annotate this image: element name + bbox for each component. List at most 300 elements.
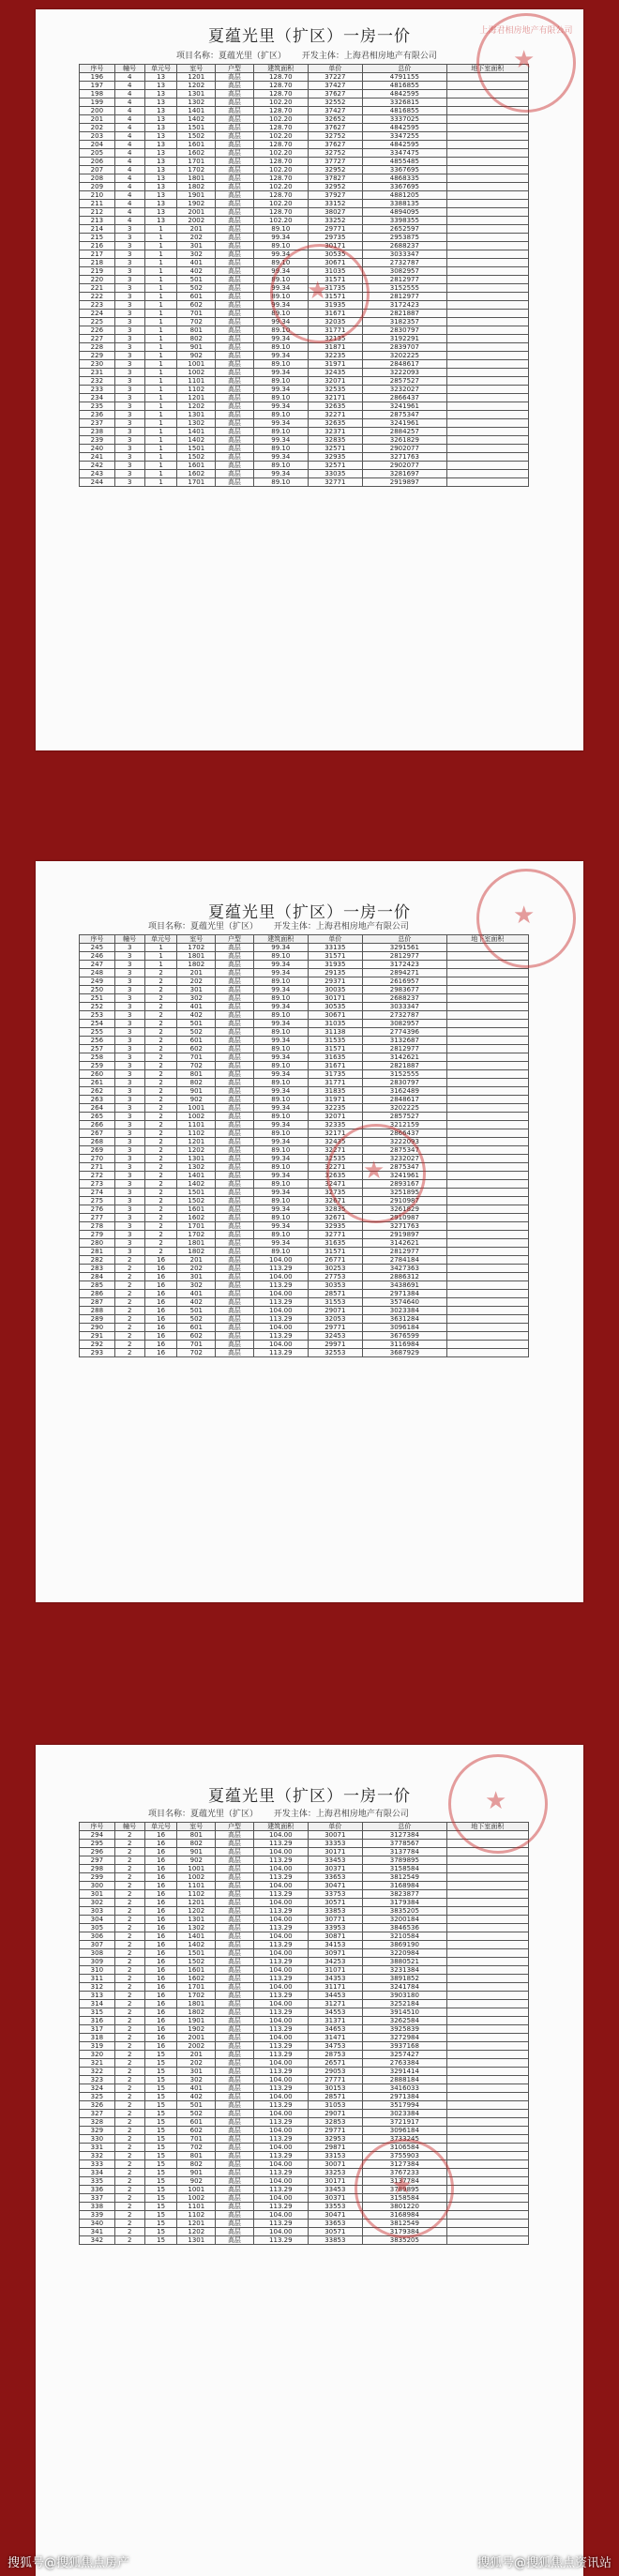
table-cell: 1501 [177,124,216,132]
table-cell: 16 [144,1924,177,1932]
table-cell: 235 [80,402,115,411]
price-sheet-1 [36,9,583,750]
table-cell: 244 [80,478,115,487]
table-row [80,2093,529,2101]
table-row [80,234,529,242]
table-cell: 32635 [308,1172,362,1180]
table-cell: 高层 [216,107,254,115]
table-cell: 高层 [216,2194,254,2203]
table-row [80,1113,529,1121]
footer-left: 搜狐号@搜狐焦点房产 [8,2556,130,2570]
table-cell: 3 [114,352,144,360]
table-cell: 16 [144,1341,177,1349]
table-cell: 2 [144,1028,177,1037]
table-cell: 31571 [308,276,362,284]
table-cell: 31071 [308,1966,362,1975]
table-row [80,1129,529,1138]
table-row [80,1975,529,1983]
table-cell: 4 [114,183,144,191]
table-cell [446,2093,528,2101]
table-row [80,217,529,225]
table-cell [446,225,528,234]
table-cell: 3137784 [362,1848,446,1856]
table-row [80,1983,529,1992]
table-cell: 3 [114,470,144,478]
table-cell: 32635 [308,419,362,428]
table-row [80,2118,529,2127]
table-cell: 319 [80,2042,115,2051]
table-cell: 228 [80,343,115,352]
table-cell: 901 [177,1087,216,1096]
table-cell: 高层 [216,1222,254,1231]
table-cell: 304 [80,1916,115,1924]
table-cell: 32535 [308,386,362,394]
table-cell: 263 [80,1096,115,1104]
table-cell: 99.34 [253,250,308,259]
table-cell: 15 [144,2220,177,2228]
table-cell: 2 [114,1256,144,1265]
table-cell: 3 [114,1011,144,1020]
table-cell: 4 [114,132,144,141]
table-cell [446,1138,528,1146]
table-cell: 3179384 [362,1899,446,1907]
table-row [80,1840,529,1848]
table-cell: 2 [114,1307,144,1315]
table-cell: 3 [114,1155,144,1163]
table-cell: 15 [144,2177,177,2186]
table-cell: 2 [114,1324,144,1332]
table-cell [446,402,528,411]
table-cell: 31471 [308,2034,362,2042]
table-cell: 26571 [308,2059,362,2068]
table-cell: 802 [177,1840,216,1848]
table-cell [446,2034,528,2042]
table-row [80,1332,529,1341]
table-cell: 3574640 [362,1298,446,1307]
table-cell: 301 [177,2068,216,2076]
table-cell [446,2177,528,2186]
table-cell: 2 [114,1924,144,1932]
table-cell: 292 [80,1341,115,1349]
table-cell: 89.10 [253,977,308,986]
table-cell: 2 [144,1189,177,1197]
table-cell [446,2169,528,2177]
table-row [80,2008,529,2017]
table-cell: 32552 [308,98,362,107]
table-cell: 34653 [308,2025,362,2034]
table-cell [446,369,528,377]
table-cell: 高层 [216,90,254,98]
table-cell: 2616957 [362,977,446,986]
table-cell: 99.34 [253,369,308,377]
table-cell: 30471 [308,2211,362,2220]
table-cell: 215 [80,234,115,242]
table-cell: 328 [80,2118,115,2127]
table-cell: 1901 [177,191,216,200]
table-cell: 301 [80,1890,115,1899]
table-cell: 32953 [308,2135,362,2144]
table-cell: 1301 [177,90,216,98]
table-cell: 高层 [216,208,254,217]
table-cell: 3 [114,462,144,470]
table-cell: 602 [177,301,216,310]
table-cell: 342 [80,2236,115,2245]
table-cell: 2002 [177,2042,216,2051]
table-row [80,225,529,234]
table-cell: 1802 [177,183,216,191]
table-cell: 236 [80,411,115,419]
table-cell: 201 [177,1256,216,1265]
table-cell: 3812549 [362,1873,446,1882]
table-cell [446,2228,528,2236]
table-cell: 4842595 [362,141,446,149]
table-cell: 99.34 [253,436,308,445]
table-row [80,2034,529,2042]
table-cell: 4894095 [362,208,446,217]
table-cell: 340 [80,2220,115,2228]
table-cell: 302 [177,994,216,1003]
table-cell: 1101 [177,377,216,386]
table-cell [446,1873,528,1882]
price-table [79,1822,529,2245]
table-cell [446,1341,528,1349]
table-cell: 104.00 [253,2093,308,2101]
table-cell: 3 [114,1163,144,1172]
table-cell: 31671 [308,310,362,318]
table-cell: 297 [80,1856,115,1865]
table-cell: 104.00 [253,2017,308,2025]
table-cell: 209 [80,183,115,191]
table-row [80,428,529,436]
table-cell: 3937168 [362,2042,446,2051]
table-cell: 89.10 [253,1011,308,1020]
table-cell [446,986,528,994]
table-cell: 3142621 [362,1053,446,1062]
table-cell: 1301 [177,1916,216,1924]
table-cell: 4 [114,90,144,98]
table-cell: 1 [144,478,177,487]
watermark-footer [0,2552,619,2576]
table-cell: 高层 [216,132,254,141]
table-cell: 高层 [216,2228,254,2236]
table-cell: 高层 [216,1341,254,1349]
table-cell [446,1882,528,1890]
table-cell: 4 [114,158,144,166]
table-cell: 702 [177,1349,216,1357]
table-cell: 113.29 [253,1975,308,1983]
column-header: 单价 [308,1823,362,1831]
table-cell [446,1079,528,1087]
table-cell: 2875347 [362,411,446,419]
table-cell [446,1924,528,1932]
table-cell: 16 [144,1856,177,1865]
table-cell: 2 [114,2118,144,2127]
table-cell: 33753 [308,1890,362,1899]
table-cell: 高层 [216,217,254,225]
table-cell [446,1332,528,1341]
table-cell: 207 [80,166,115,174]
table-cell: 3914510 [362,2008,446,2017]
table-cell: 2848617 [362,1096,446,1104]
table-cell: 2 [144,1096,177,1104]
table-cell: 31671 [308,1062,362,1070]
table-cell: 2 [114,2101,144,2110]
table-cell: 1202 [177,402,216,411]
table-cell: 高层 [216,1087,254,1096]
table-cell: 16 [144,1265,177,1273]
table-cell: 高层 [216,1332,254,1341]
table-cell: 3 [114,1180,144,1189]
table-cell: 高层 [216,2211,254,2220]
column-header: 建筑面积 [253,935,308,944]
table-cell: 2 [114,1958,144,1966]
table-cell: 16 [144,1273,177,1281]
table-cell: 1 [144,267,177,276]
table-cell: 89.10 [253,1113,308,1121]
table-row [80,191,529,200]
table-cell: 4 [114,98,144,107]
table-cell [446,2203,528,2211]
table-cell: 高层 [216,183,254,191]
table-cell: 4 [114,124,144,132]
table-cell: 3 [114,225,144,234]
table-row [80,986,529,994]
table-row [80,1138,529,1146]
table-cell: 31635 [308,1053,362,1062]
table-cell: 601 [177,1037,216,1045]
table-cell: 31971 [308,360,362,369]
table-cell: 33853 [308,1907,362,1916]
table-cell: 33553 [308,2203,362,2211]
table-cell: 1502 [177,132,216,141]
table-cell [446,1932,528,1941]
table-cell: 221 [80,284,115,293]
table-row [80,462,529,470]
table-cell: 220 [80,276,115,284]
table-cell [446,276,528,284]
table-row [80,1239,529,1248]
table-row [80,1045,529,1053]
table-cell: 3789895 [362,2186,446,2194]
table-cell: 32271 [308,1163,362,1172]
table-cell: 15 [144,2127,177,2135]
table-row [80,1011,529,1020]
table-cell: 219 [80,267,115,276]
table-row [80,1890,529,1899]
table-cell: 230 [80,360,115,369]
table-cell: 2 [114,1265,144,1273]
table-cell: 113.29 [253,2152,308,2160]
table-cell: 高层 [216,2110,254,2118]
column-header: 总价 [362,1823,446,1831]
table-cell [446,115,528,124]
table-cell: 3127384 [362,1831,446,1840]
table-cell: 2 [114,1315,144,1324]
table-cell: 13 [144,191,177,200]
table-cell: 1201 [177,1138,216,1146]
table-cell: 102.20 [253,98,308,107]
table-cell: 27771 [308,2076,362,2084]
table-cell: 3 [114,1239,144,1248]
table-cell: 302 [80,1899,115,1907]
table-row [80,1163,529,1172]
seal-text: 上海君相房地产有限公司 [479,26,573,36]
table-cell: 1 [144,250,177,259]
table-cell: 2830797 [362,326,446,335]
table-cell: 502 [177,1315,216,1324]
table-cell: 1602 [177,470,216,478]
table-cell: 89.10 [253,225,308,234]
table-cell: 2 [114,2110,144,2118]
table-cell: 29871 [308,2144,362,2152]
table-cell: 1001 [177,1865,216,1873]
table-cell: 高层 [216,166,254,174]
table-cell [446,1966,528,1975]
table-cell: 2910987 [362,1197,446,1205]
table-row [80,343,529,352]
table-cell: 280 [80,1239,115,1248]
table-cell: 99.34 [253,1121,308,1129]
table-cell: 208 [80,174,115,183]
table-cell: 32952 [308,183,362,191]
table-cell: 3 [114,377,144,386]
table-cell: 1 [144,944,177,952]
table-cell: 276 [80,1205,115,1214]
table-cell [446,166,528,174]
table-cell: 3106584 [362,2144,446,2152]
table-cell: 99.34 [253,352,308,360]
table-cell: 高层 [216,470,254,478]
table-cell: 3 [114,1113,144,1121]
table-cell: 302 [177,1281,216,1290]
table-cell: 1 [144,242,177,250]
table-cell: 1 [144,234,177,242]
table-cell: 3 [114,1028,144,1037]
table-cell: 104.00 [253,2110,308,2118]
table-cell: 702 [177,1062,216,1070]
table-cell: 高层 [216,276,254,284]
table-cell: 99.34 [253,318,308,326]
table-cell: 1102 [177,1129,216,1138]
table-cell: 4 [114,115,144,124]
table-cell: 高层 [216,225,254,234]
table-cell: 247 [80,961,115,969]
price-sheet-3 [36,1745,583,2576]
table-cell: 318 [80,2034,115,2042]
table-cell: 3 [114,1231,144,1239]
table-cell: 332 [80,2152,115,2160]
table-cell: 高层 [216,1899,254,1907]
column-header: 序号 [80,1823,115,1831]
table-cell: 37627 [308,90,362,98]
table-cell: 104.00 [253,1966,308,1975]
table-cell: 701 [177,2135,216,2144]
table-cell: 3835205 [362,1907,446,1916]
table-cell [446,1231,528,1239]
table-row [80,2101,529,2110]
table-cell: 199 [80,98,115,107]
table-row [80,1349,529,1357]
table-row [80,82,529,90]
table-cell: 205 [80,149,115,158]
table-cell: 99.34 [253,1104,308,1113]
table-row [80,453,529,462]
table-cell: 3231384 [362,1966,446,1975]
table-cell: 13 [144,149,177,158]
table-cell: 237 [80,419,115,428]
table-cell: 3158584 [362,1865,446,1873]
table-cell: 15 [144,2194,177,2203]
table-cell: 2774396 [362,1028,446,1037]
table-cell: 128.70 [253,208,308,217]
column-header: 户型 [216,65,254,73]
table-cell: 3 [114,1079,144,1087]
table-cell: 226 [80,326,115,335]
table-cell: 104.00 [253,1256,308,1265]
table-row [80,1958,529,1966]
table-cell: 33653 [308,2220,362,2228]
table-cell: 99.34 [253,1239,308,1248]
page-title: 夏蕴光里（扩区）一房一价 [208,1787,411,1806]
table-cell: 1602 [177,149,216,158]
table-cell: 33152 [308,200,362,208]
table-cell [446,1222,528,1231]
table-cell: 283 [80,1265,115,1273]
table-cell: 322 [80,2068,115,2076]
table-cell: 104.00 [253,1848,308,1856]
table-cell: 1101 [177,2203,216,2211]
table-cell: 高层 [216,1966,254,1975]
table-cell: 高层 [216,1214,254,1222]
table-cell: 32535 [308,1155,362,1163]
table-cell: 89.10 [253,1248,308,1256]
table-cell: 3257427 [362,2051,446,2059]
table-cell: 16 [144,1315,177,1324]
table-cell: 302 [177,250,216,259]
table-cell [446,419,528,428]
table-cell: 高层 [216,1873,254,1882]
table-cell: 99.34 [253,969,308,977]
table-cell: 3 [114,1037,144,1045]
column-header: 室号 [177,1823,216,1831]
table-row [80,1248,529,1256]
table-cell: 2 [114,2135,144,2144]
table-cell: 33453 [308,1856,362,1865]
table-cell: 341 [80,2228,115,2236]
table-cell: 113.29 [253,1281,308,1290]
table-cell: 3 [114,1146,144,1155]
table-cell: 225 [80,318,115,326]
table-cell: 1 [144,453,177,462]
table-cell: 2 [144,1037,177,1045]
table-cell: 32071 [308,377,362,386]
table-row [80,1992,529,2000]
project-name: 项目名称：夏蕴光里（扩区） [176,52,287,61]
table-cell: 3142621 [362,1239,446,1248]
table-cell [446,124,528,132]
table-row [80,1003,529,1011]
table-cell: 2688237 [362,242,446,250]
column-header: 总价 [362,65,446,73]
table-cell: 99.34 [253,1189,308,1197]
table-cell: 256 [80,1037,115,1045]
table-cell: 3835205 [362,2236,446,2245]
table-cell: 高层 [216,2025,254,2034]
table-cell: 217 [80,250,115,259]
table-cell: 29371 [308,977,362,986]
table-cell [446,470,528,478]
table-cell [446,2110,528,2118]
